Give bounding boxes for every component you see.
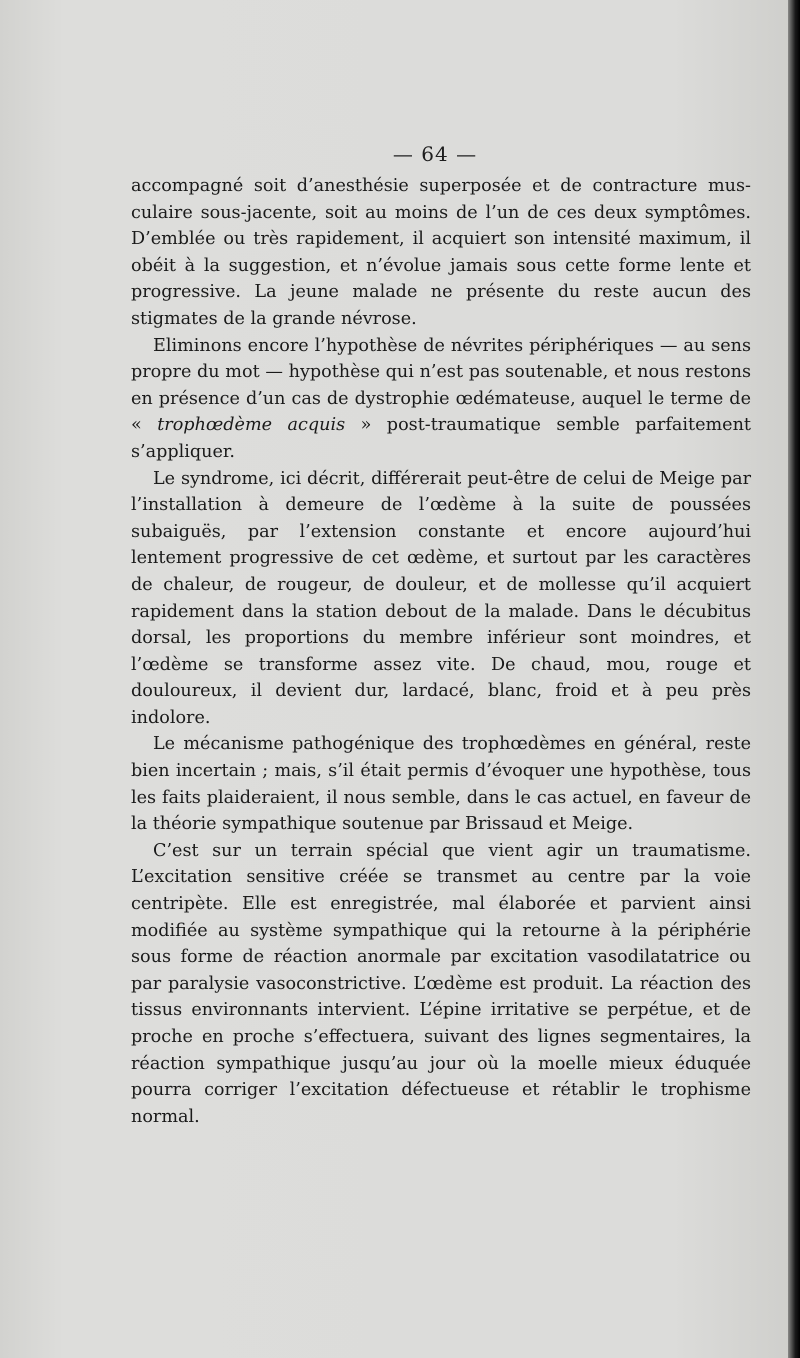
- body-text: [131, 173, 751, 1130]
- paragraph-1: accompagné soit d’anesthésie superposée et de contracture musculaire sous-jacente, soit au moins de l’un de ces deux symptômes. D’emblée ou très rapidement, il acquiert son intensité maximum, il obéit à la suggestion, et n’évolue jamais sous cette forme lente et progressive. La jeune malade ne présente du reste aucun des stigmates de la grande névrose.: [131, 176, 751, 329]
- paragraph-2: [131, 333, 751, 466]
- page-number: — 64 —: [392, 142, 478, 166]
- paragraph-2-end: » post-traumatique semble parfaitement s’appliquer.: [131, 415, 751, 462]
- paragraph-5: C’est sur un terrain spécial que vient agir un traumatisme. L’excitation sensitive créée se transmet au centre par la voie centripète. Elle est enregistrée, mal élaborée et parvient ainsi modifiée au système sympathique qui la retourne à la périphérie sous forme de réaction anormale par excitation vasodilatatrice ou par paralysie vasoconstrictive. L’œdème est produit. La réaction des tissus environnants intervient. L’épine irritative se perpétue, et de proche en proche s’effectuera, suivant des lignes segmentaires, la réaction sympathique jusqu’au jour où la moelle mieux éduquée pourra corriger l’excitation défectueuse et rétablir le trophisme normal.: [131, 840, 751, 1127]
- page-edge-shadow: [788, 0, 800, 1358]
- paragraph-2-start: Eliminons encore l’hypothèse de névrites périphériques — au sens propre du mot — hypothèse qui n’est pas soutenable, et nous restons en présence d’un cas de dystrophie œdémateuse, auquel le terme de «: [131, 335, 751, 436]
- paragraph-4: Le mécanisme pathogénique des trophœdèmes en général, reste bien incertain ; mais, s’il était permis d’évoquer une hypothèse, tous les faits plaideraient, il nous semble, dans le cas actuel, en faveur de la théorie sympathique soutenue par Brissaud et Meige.: [131, 734, 751, 835]
- italic-term: trophœdème acquis: [157, 415, 346, 436]
- paragraph-3: Le syndrome, ici décrit, différerait peut-être de celui de Meige par l’installation à demeure de l’œdème à la suite de poussées subaiguës, par l’extension constante et encore aujourd’hui lentement progressive de cet œdème, et surtout par les caractères de chaleur, de rougeur, de douleur, et de mollesse qu’il acquiert rapidement dans la station debout de la malade. Dans le décubitus dorsal, les proportions du membre inférieur sont moindres, et l’œdème se transforme assez vite. De chaud, mou, rouge et douloureux, il devient dur, lardacé, blanc, froid et à peu près indolore.: [131, 468, 751, 728]
